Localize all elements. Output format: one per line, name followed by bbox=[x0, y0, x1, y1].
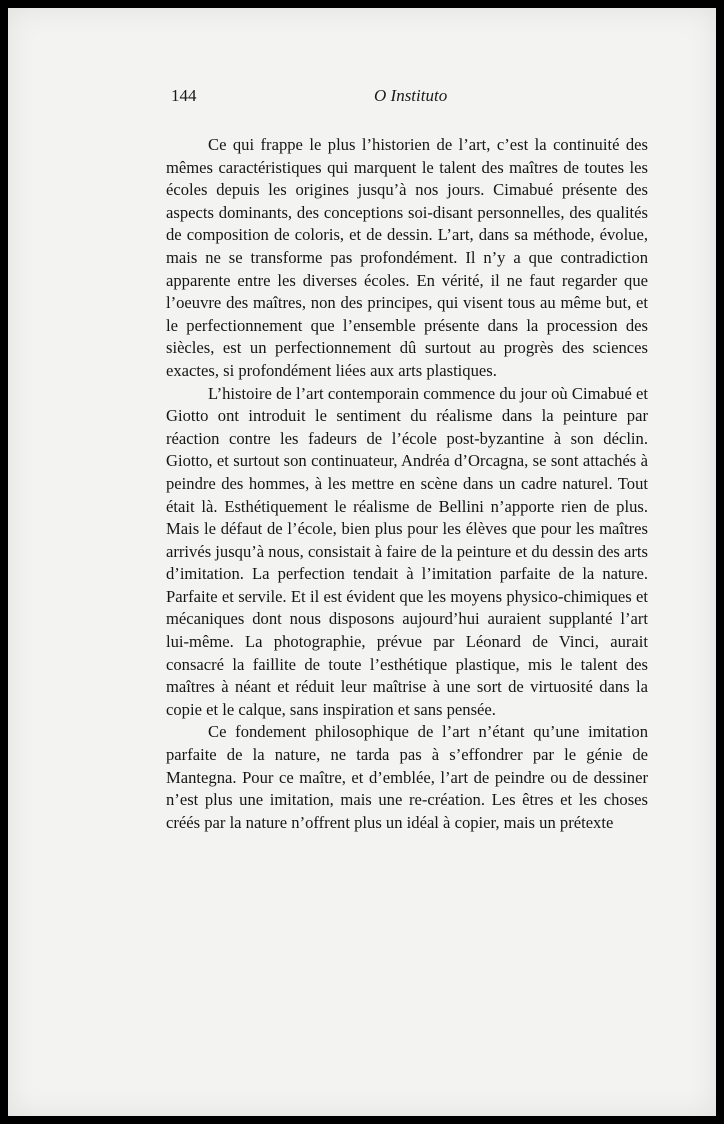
page-number: 144 bbox=[171, 86, 197, 105]
body-text bbox=[166, 134, 648, 834]
paragraph-3: Ce fondement philosophique de l’art n’étant qu’une imitation parfaite de la nature, ne tarda pas à s’effondrer par le génie de Mantegna. Pour ce maître, et d’emblée, l’art de peindre ou de dessiner n’est plus une imitation, mais une re-création. Les êtres et les choses créés par la nature n’offrent plus un idéal à copier, mais un prétexte bbox=[166, 722, 648, 832]
paragraph-1: Ce qui frappe le plus l’historien de l’art, c’est la continuité des mêmes caractéristiques qui marquent le talent des maîtres de toutes les écoles depuis les origines jusqu’à nos jours. Cimabué présente des aspects dominants, des conceptions soi-disant personnelles, des qualités de composition de coloris, et de dessin. L’art, dans sa méthode, évolue, mais ne se transforme pas profondément. Il n’y a que contradiction apparente entre les diverses écoles. En vérité, il ne faut regarder que l’oeuvre des maîtres, non des principes, qui visent tous au même but, et le perfectionnement que l’ensemble présente dans la procession des siècles, est un perfectionnement dû surtout au progrès des sciences exactes, si profondément liées aux arts plastiques. bbox=[166, 135, 648, 380]
running-title: O Instituto bbox=[374, 86, 448, 105]
paragraph-2: L’histoire de l’art contemporain commence du jour où Cimabué et Giotto ont introduit le sentiment du réalisme dans la peinture par réaction contre les fadeurs de l’école post-byzantine à son déclin. Giotto, et surtout son continuateur, Andréa d’Orcagna, se sont attachés à peindre des hommes, à les mettre en scène dans un cadre naturel. Tout était là. Esthétiquement le réalisme de Bellini n’apporte rien de plus. Mais le défaut de l’école, bien plus pour les élèves que pour les maîtres arrivés jusqu’à nous, consistait à faire de la peinture et du dessin des arts d’imitation. La perfection tendait à l’imitation parfaite de la nature. Parfaite et servile. Et il est évident que les moyens physico-chimiques et mécaniques dont nous disposons aujourd’hui auraient supplanté l’art lui-même. La photographie, prévue par Léonard de Vinci, aurait consacré la faillite de toute l’esthétique plastique, mis le talent des maîtres à néant et réduit leur maîtrise à une sort de virtuosité dans la copie et le calque, sans inspiration et sans pensée. bbox=[166, 383, 648, 719]
book-page bbox=[8, 8, 716, 1116]
page-header bbox=[168, 86, 648, 110]
